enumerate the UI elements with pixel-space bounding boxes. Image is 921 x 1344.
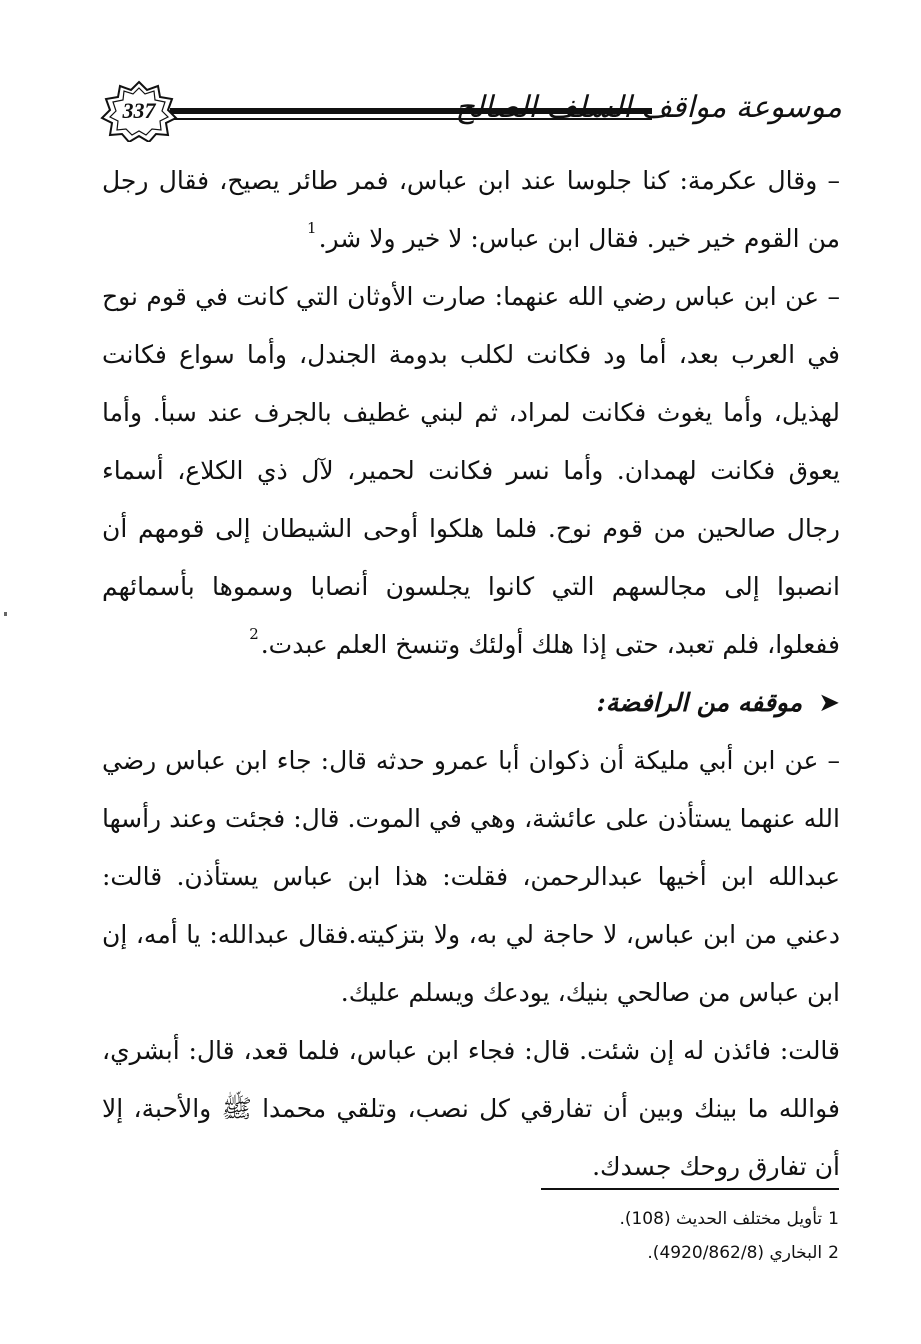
footnote-separator <box>541 1188 839 1190</box>
paragraph <box>102 152 840 268</box>
section-heading <box>102 674 840 732</box>
paragraph-text: – وقال عكرمة: كنا جلوسا عند ابن عباس، فمر طائر يصيح، فقال رجل من القوم خير خير. فقال ابن عباس: لا خير ولا شر. <box>102 166 840 253</box>
footnote-reference[interactable]: 2 <box>249 625 259 643</box>
page-number: 337 <box>122 98 156 123</box>
arrow-marker-icon: ➤ <box>818 688 840 718</box>
footnote-number: 2 <box>828 1243 839 1263</box>
page-number-badge <box>100 80 178 142</box>
scan-speck <box>4 612 7 616</box>
page-content <box>102 152 840 1196</box>
page-header <box>100 80 842 146</box>
footnote-item <box>339 1202 839 1236</box>
footnote-text: تأويل مختلف الحديث (108). <box>619 1209 823 1229</box>
footnote-item <box>339 1236 839 1270</box>
footnote-number: 1 <box>828 1209 839 1229</box>
book-title: موسوعة مواقف السلف الصالح <box>455 90 842 125</box>
footnote-reference[interactable]: 1 <box>307 219 317 237</box>
paragraph-text: – عن ابن عباس رضي الله عنهما: صارت الأوثان التي كانت في قوم نوح في العرب بعد، أما ود فكانت لكلب بدومة الجندل، وأما سواع فكانت لهذيل، وأما يغوث فكانت لمراد، ثم لبني غطيف بالجرف عند سبأ. وأما يعوق فكانت لهمدان. وأما نسر فكانت لحمير، لآل ذي الكلاع، أسماء رجال صالحين من قوم نوح. فلما هلكوا أوحى الشيطان إلى قومهم أن انصبوا إلى مجالسهم التي كانوا يجلسون أنصابا وسموها بأسمائهم ففعلوا، فلم تعبد، حتى إذا هلك أولئك وتنسخ العلم عبدت. <box>102 282 840 659</box>
paragraph <box>102 268 840 674</box>
paragraph-text: – عن ابن أبي مليكة أن ذكوان أبا عمرو حدثه قال: جاء ابن عباس رضي الله عنهما يستأذن على عائشة، وهي في الموت. قال: فجئت وعند رأسها عبدالله ابن أخيها عبدالرحمن، فقلت: هذا ابن عباس يستأذن. قالت: دعني من ابن عباس، لا حاجة لي به، ولا بتزكيته.فقال عبدالله: يا أمه، إن ابن عباس من صالحي بنيك، يودعك ويسلم عليك. <box>102 746 840 1007</box>
paragraph <box>102 1022 840 1196</box>
section-heading-text: موقفه من الرافضة: <box>596 688 803 717</box>
footnotes <box>339 1202 839 1270</box>
footnote-text: البخاري (4920/862/8). <box>647 1243 823 1263</box>
paragraph <box>102 732 840 1022</box>
paragraph-text: قالت: فائذن له إن شئت. قال: فجاء ابن عباس، فلما قعد، قال: أبشري، فوالله ما بينك وبين أن تفارقي كل نصب، وتلقي محمدا ﷺ والأحبة، إلا أن تفارق روحك جسدك. <box>102 1036 840 1181</box>
